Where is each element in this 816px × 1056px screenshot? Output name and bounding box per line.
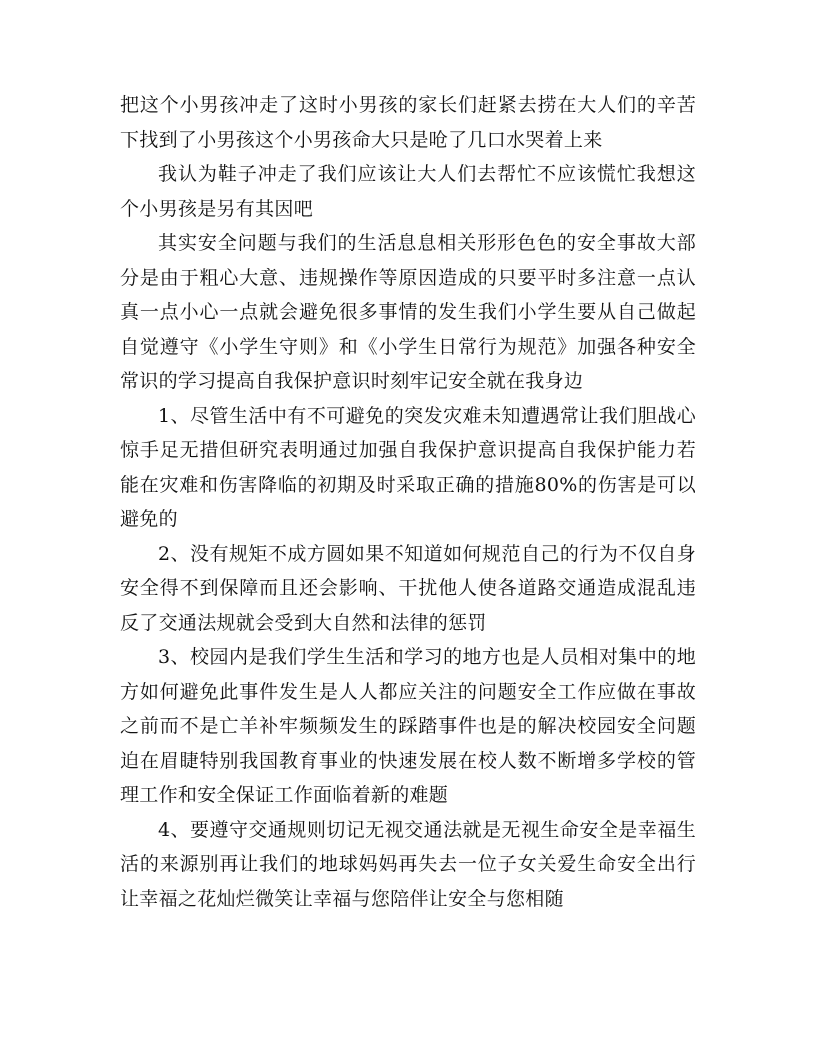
paragraph-point-1: 1、尽管生活中有不可避免的突发灾难未知遭遇常让我们胆战心惊手足无措但研究表明通过加强自我保护意识提高自我保护能力若能在灾难和伤害降临的初期及时采取正确的措施80%的伤害是可以避免的 — [120, 404, 696, 530]
paragraph-point-3: 3、校园内是我们学生生活和学习的地方也是人员相对集中的地方如何避免此事件发生是人人都应关注的问题安全工作应做在事故之前而不是亡羊补牢频频发生的踩踏事件也是的解决校园安全问题迫在眉睫特别我国教育事业的快速发展在校人数不断增多学校的管理工作和安全保证工作面临着新的难题 — [120, 646, 696, 806]
paragraph-point-2: 2、没有规矩不成方圆如果不知道如何规范自己的行为不仅自身安全得不到保障而且还会影响、干扰他人使各道路交通造成混乱违反了交通法规就会受到大自然和法律的惩罚 — [120, 542, 696, 634]
paragraph-safety-summary: 其实安全问题与我们的生活息息相关形形色色的安全事故大部分是由于粗心大意、违规操作等原因造成的只要平时多注意一点认真一点小心一点就会避免很多事情的发生我们小学生要从自己做起自觉遵守《小学生守则》和《小学生日常行为规范》加强各种安全常识的学习提高自我保护意识时刻牢记安全就在我身边 — [120, 232, 696, 392]
paragraph-opinion: 我认为鞋子冲走了我们应该让大人们去帮忙不应该慌忙我想这个小男孩是另有其因吧 — [120, 163, 696, 220]
document-body — [120, 88, 696, 916]
paragraph-continuation: 把这个小男孩冲走了这时小男孩的家长们赶紧去捞在大人们的辛苦下找到了小男孩这个小男孩命大只是呛了几口水哭着上来 — [120, 94, 696, 151]
paragraph-point-4: 4、要遵守交通规则切记无视交通法就是无视生命安全是幸福生活的来源别再让我们的地球妈妈再失去一位子女关爱生命安全出行让幸福之花灿烂微笑让幸福与您陪伴让安全与您相随 — [120, 818, 696, 910]
